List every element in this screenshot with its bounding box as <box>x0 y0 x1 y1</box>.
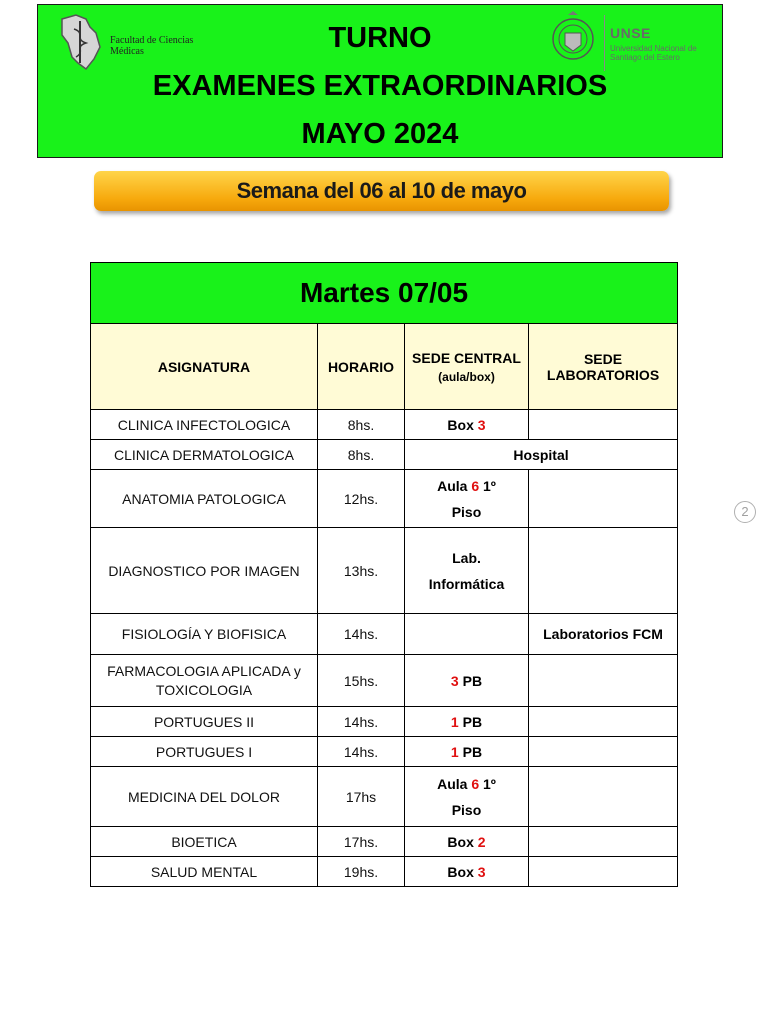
sede-lab-cell <box>529 707 678 737</box>
sede-lab-cell <box>529 470 678 528</box>
title-line-turno: TURNO <box>328 22 432 54</box>
unse-subtitle: Universidad Nacional de Santiago del Estero <box>610 44 697 62</box>
exam-schedule-table <box>90 262 678 887</box>
sede-lab-cell: Laboratorios FCM <box>529 614 678 655</box>
sede-lab-cell <box>529 767 678 827</box>
time-cell: 12hs. <box>318 470 405 528</box>
week-label: Semana del 06 al 10 de mayo <box>94 171 669 211</box>
sede-central-cell: Aula 6 1º Piso <box>405 767 529 827</box>
time-cell: 17hs <box>318 767 405 827</box>
subject-cell: PORTUGUES II <box>91 707 318 737</box>
header-sede-central-label: SEDE CENTRAL <box>412 349 521 366</box>
time-cell: 13hs. <box>318 528 405 614</box>
table-row <box>91 827 678 857</box>
header-sede-central-sub: (aula/box) <box>438 369 495 384</box>
table-row <box>91 767 678 827</box>
time-cell: 8hs. <box>318 440 405 470</box>
time-cell: 14hs. <box>318 614 405 655</box>
sede-central-cell: 3 PB <box>405 655 529 707</box>
page-number-marker: 2 <box>734 501 756 523</box>
table-row <box>91 528 678 614</box>
title-banner <box>37 4 723 158</box>
header-sede-central <box>405 324 529 410</box>
header-sede-lab-line1: SEDE <box>583 350 623 367</box>
subject-cell: MEDICINA DEL DOLOR <box>91 767 318 827</box>
sede-central-cell: Box 3 <box>405 410 529 440</box>
sede-merged-cell: Hospital <box>405 440 678 470</box>
subject-cell: CLINICA DERMATOLOGICA <box>91 440 318 470</box>
sede-lab-cell <box>529 410 678 440</box>
subject-cell: ANATOMIA PATOLOGICA <box>91 470 318 528</box>
title-line-month: MAYO 2024 <box>301 118 459 150</box>
subject-cell: SALUD MENTAL <box>91 857 318 887</box>
time-cell: 17hs. <box>318 827 405 857</box>
faculty-logo-text: Facultad de Ciencias Médicas <box>110 35 194 57</box>
sede-central-cell: Aula 6 1º Piso <box>405 470 529 528</box>
sede-lab-cell <box>529 857 678 887</box>
subject-cell: DIAGNOSTICO POR IMAGEN <box>91 528 318 614</box>
sede-central-cell: Lab. Informática <box>405 528 529 614</box>
table-row <box>91 857 678 887</box>
table-row <box>91 614 678 655</box>
sede-lab-cell <box>529 737 678 767</box>
sede-lab-cell <box>529 655 678 707</box>
sede-central-cell: Box 2 <box>405 827 529 857</box>
header-horario: HORARIO <box>318 324 405 410</box>
time-cell: 19hs. <box>318 857 405 887</box>
header-row <box>91 324 678 410</box>
table-row <box>91 470 678 528</box>
subject-cell: FISIOLOGÍA Y BIOFISICA <box>91 614 318 655</box>
title-line-examenes: EXAMENES EXTRAORDINARIOS <box>152 70 608 102</box>
table-row <box>91 655 678 707</box>
table-row <box>91 707 678 737</box>
header-sede-laboratorios <box>529 324 678 410</box>
time-cell: 14hs. <box>318 707 405 737</box>
sede-central-cell: Box 3 <box>405 857 529 887</box>
time-cell: 15hs. <box>318 655 405 707</box>
day-heading: Martes 07/05 <box>91 263 678 324</box>
sede-lab-cell <box>529 827 678 857</box>
subject-cell: BIOETICA <box>91 827 318 857</box>
subject-cell: FARMACOLOGIA APLICADA y TOXICOLOGIA <box>91 655 318 707</box>
time-cell: 8hs. <box>318 410 405 440</box>
table-row <box>91 440 678 470</box>
header-asignatura: ASIGNATURA <box>91 324 318 410</box>
subject-cell: PORTUGUES I <box>91 737 318 767</box>
sede-lab-cell <box>529 528 678 614</box>
subject-cell: CLINICA INFECTOLOGICA <box>91 410 318 440</box>
sede-central-cell: 1 PB <box>405 737 529 767</box>
sede-central-cell <box>405 614 529 655</box>
sede-central-cell: 1 PB <box>405 707 529 737</box>
time-cell: 14hs. <box>318 737 405 767</box>
header-sede-lab-line2: LABORATORIOS <box>546 366 660 383</box>
table-row <box>91 410 678 440</box>
table-row <box>91 737 678 767</box>
unse-title: UNSE <box>610 25 651 41</box>
